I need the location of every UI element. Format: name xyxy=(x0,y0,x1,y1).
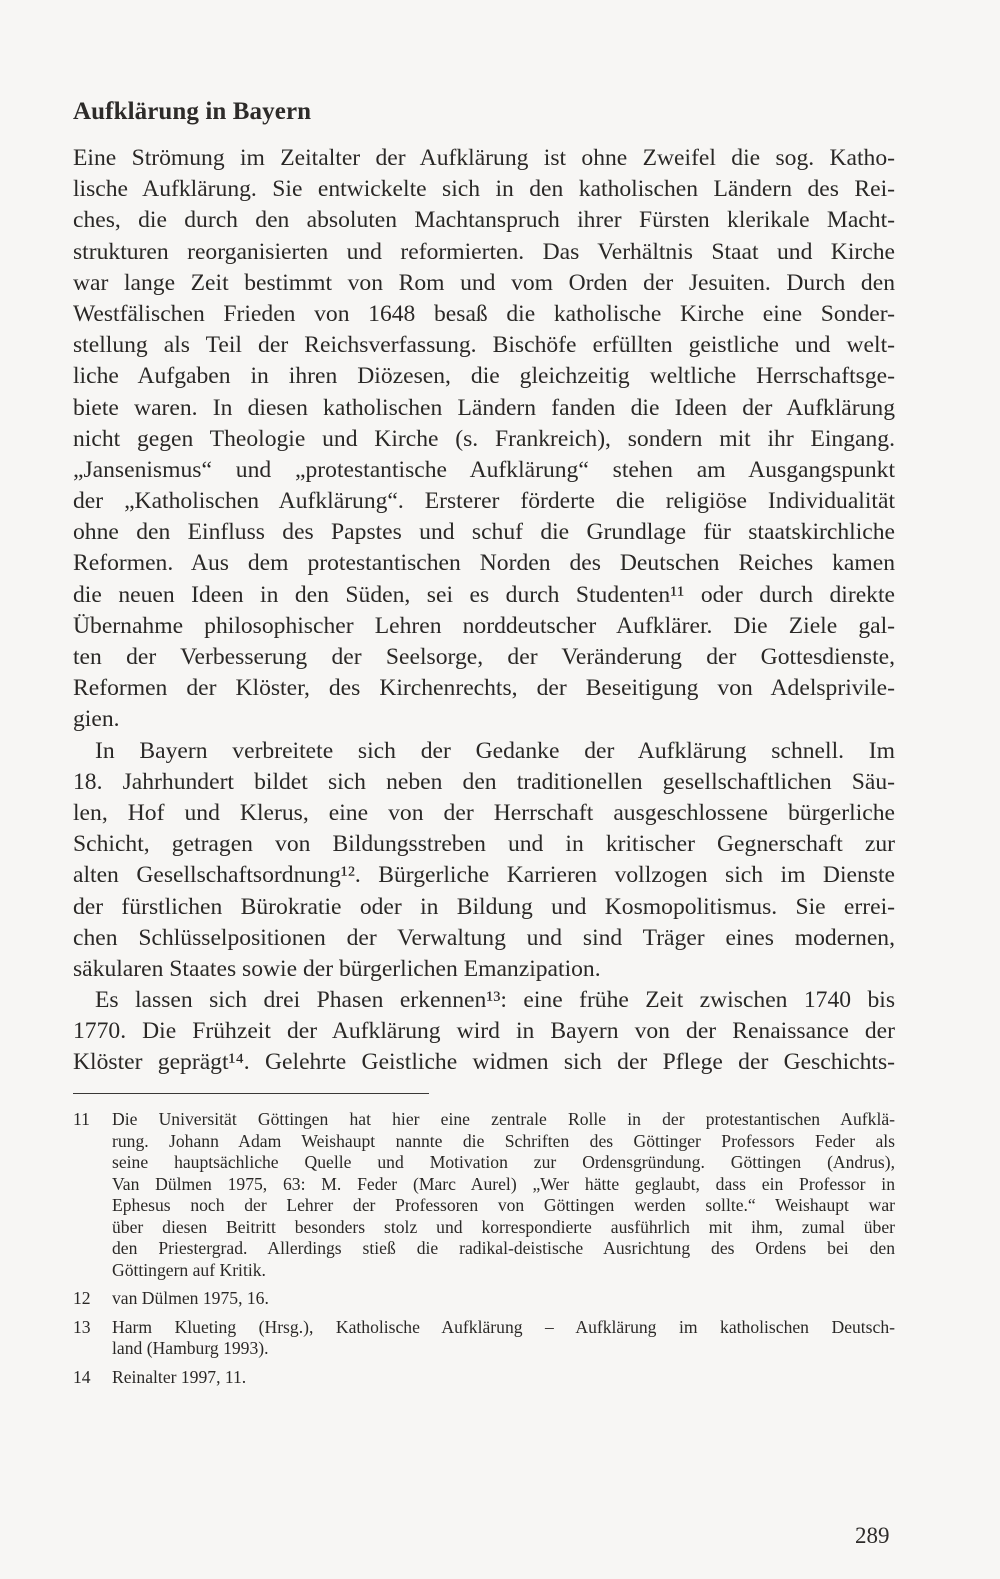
body-line: 18. Jahrhundert bildet sich neben den traditionellen gesellschaftlichen Säu- xyxy=(73,768,895,795)
body-line: die neuen Ideen in den Süden, sei es durch Studenten¹¹ oder durch direkte xyxy=(73,581,895,608)
footnote xyxy=(73,1109,895,1281)
footnote xyxy=(73,1367,895,1389)
page-number: 289 xyxy=(855,1523,890,1548)
body-line: In Bayern verbreitete sich der Gedanke der Aufklärung schnell. Im xyxy=(95,737,895,764)
footnote-number: 14 xyxy=(73,1366,91,1387)
footnotes xyxy=(73,1109,895,1395)
body-line: strukturen reorganisierten und reformierten. Das Verhältnis Staat und Kirche xyxy=(73,238,895,265)
footnote-number: 13 xyxy=(73,1316,91,1337)
footnote xyxy=(73,1288,895,1310)
footnote xyxy=(73,1317,895,1360)
body-line: alten Gesellschaftsordnung¹². Bürgerliche Karrieren vollzogen sich im Dienste xyxy=(73,862,895,889)
body-line: biete waren. In diesen katholischen Ländern fanden die Ideen der Aufklärung xyxy=(73,394,895,421)
body-line: nicht gegen Theologie und Kirche (s. Frankreich), sondern mit ihr Eingang. xyxy=(73,425,895,452)
footnote-number: 12 xyxy=(73,1288,91,1308)
footnote-line: Göttingern auf Kritik. xyxy=(112,1259,266,1280)
body-line: liche Aufgaben in ihren Diözesen, die gleichzeitig weltliche Herrschaftsge- xyxy=(73,363,895,390)
footnote-line: Die Universität Göttingen hat hier eine zentrale Rolle in der protestantischen Aufklä- xyxy=(112,1109,895,1129)
body-line: len, Hof und Klerus, eine von der Herrschaft ausgeschlossene bürgerliche xyxy=(73,799,895,826)
body-line: 1770. Die Frühzeit der Aufklärung wird in Bayern von der Renaissance der xyxy=(73,1018,895,1045)
body-text xyxy=(73,143,895,1079)
body-line: stellung als Teil der Reichsverfassung. Bischöfe erfüllten geistliche und welt- xyxy=(73,332,895,359)
footnote-text xyxy=(112,1317,895,1360)
body-line: Westfälischen Frieden von 1648 besaß die katholische Kirche eine Sonder- xyxy=(73,300,895,327)
body-line: Klöster geprägt¹⁴. Gelehrte Geistliche widmen sich der Pflege der Geschichts- xyxy=(73,1049,895,1076)
body-line: Übernahme philosophischer Lehren norddeutscher Aufklärer. Die Ziele gal- xyxy=(73,612,895,639)
body-line: Es lassen sich drei Phasen erkennen¹³: eine frühe Zeit zwischen 1740 bis xyxy=(95,987,895,1014)
body-line: „Jansenismus“ und „protestantische Aufklärung“ stehen am Ausgangspunkt xyxy=(73,456,895,483)
footnote-line: den Priestergrad. Allerdings stieß die radikal-deistische Ausrichtung des Ordens bei den xyxy=(112,1238,895,1258)
body-line: ten der Verbesserung der Seelsorge, der Veränderung der Gottesdienste, xyxy=(73,644,895,670)
footnote-line: Van Dülmen 1975, 63: M. Feder (Marc Aurel) „Wer hätte geglaubt, dass ein Professor in xyxy=(112,1173,895,1194)
footnote-line: van Dülmen 1975, 16. xyxy=(112,1288,269,1308)
footnote-line: rung. Johann Adam Weishaupt nannte die Schriften des Göttinger Professors Feder als xyxy=(112,1130,895,1151)
body-line: der „Katholischen Aufklärung“. Ersterer förderte die religiöse Individualität xyxy=(73,488,895,515)
body-line: gien. xyxy=(73,706,120,733)
body-line: Eine Strömung im Zeitalter der Aufklärung ist ohne Zweifel die sog. Katho- xyxy=(73,145,895,171)
footnote-line: Reinalter 1997, 11. xyxy=(112,1366,247,1387)
body-line: lische Aufklärung. Sie entwickelte sich in den katholischen Ländern des Rei- xyxy=(73,176,895,203)
footnote-line: über diesen Beitritt besonders stolz und korrespondierte ausführlich mit ihm, zumal über xyxy=(112,1216,895,1237)
footnote-line: seine hauptsächliche Quelle und Motivation zur Ordensgründung. Göttingen (Andrus), xyxy=(112,1152,895,1172)
footnote-line: Ephesus noch der Lehrer der Professoren von Göttingen werden sollte.“ Weishaupt war xyxy=(112,1195,895,1215)
footnote-text xyxy=(112,1367,895,1389)
body-line: der fürstlichen Bürokratie oder in Bildung und Kosmopolitismus. Sie errei- xyxy=(73,893,895,920)
body-line: ohne den Einfluss des Papstes und schuf die Grundlage für staatskirchliche xyxy=(73,519,895,546)
footnote-line: land (Hamburg 1993). xyxy=(112,1338,269,1358)
body-line: säkularen Staates sowie der bürgerlichen Emanzipation. xyxy=(73,955,601,982)
footnote-text xyxy=(112,1109,895,1281)
body-line: Schicht, getragen von Bildungsstreben und in kritischer Gegnerschaft zur xyxy=(73,831,895,858)
body-line: chen Schlüsselpositionen der Verwaltung und sind Träger eines modernen, xyxy=(73,924,895,951)
body-line: Reformen der Klöster, des Kirchenrechts, der Beseitigung von Adelsprivile- xyxy=(73,675,895,702)
footnote-line: Harm Klueting (Hrsg.), Katholische Aufklärung – Aufklärung im katholischen Deutsch- xyxy=(112,1316,895,1337)
body-line: war lange Zeit bestimmt von Rom und vom Orden der Jesuiten. Durch den xyxy=(73,269,895,296)
footnote-text xyxy=(112,1288,895,1310)
body-line: ches, die durch den absoluten Machtanspruch ihrer Fürsten klerikale Macht- xyxy=(73,207,895,234)
section-heading: Aufklärung in Bayern xyxy=(73,98,312,125)
body-line: Reformen. Aus dem protestantischen Norden des Deutschen Reiches kamen xyxy=(73,550,895,577)
footnote-number: 11 xyxy=(73,1109,90,1129)
footnote-separator xyxy=(73,1093,429,1094)
